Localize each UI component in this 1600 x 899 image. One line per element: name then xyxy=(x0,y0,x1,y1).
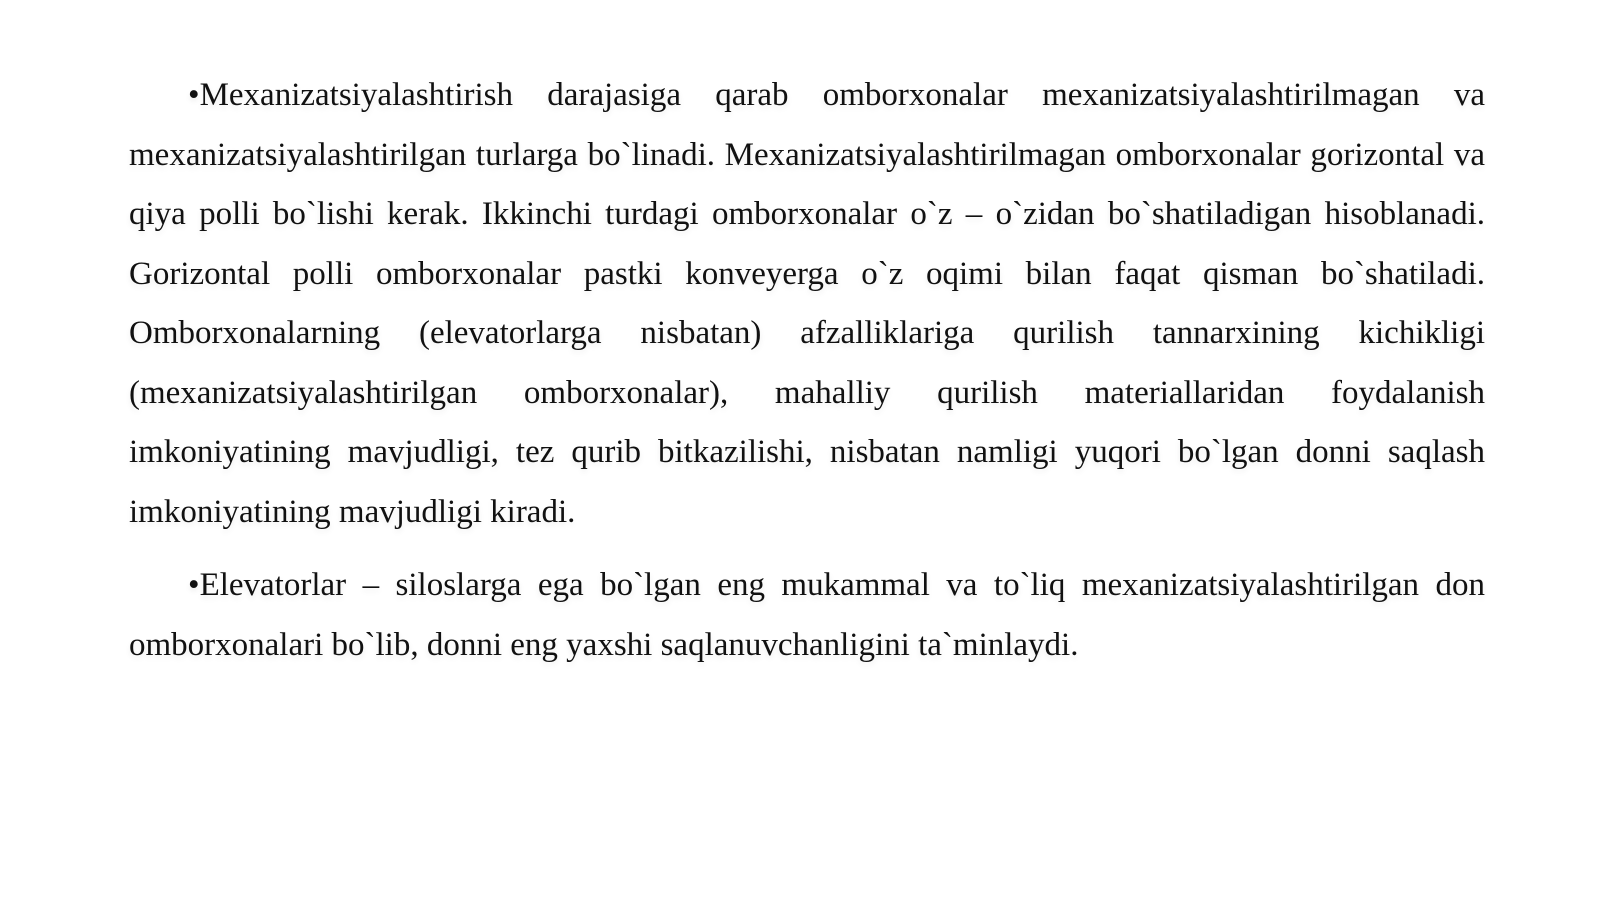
bullet-marker: • xyxy=(188,567,200,603)
paragraph-text: Elevatorlar – siloslarga ega bo`lgan eng mukammal va to`liq mexanizatsiyalashtirilgan don omborxonalari bo`lib, donni eng yaxshi saqlanuvchanligini ta`minlaydi. xyxy=(129,567,1485,663)
paragraph-mechanization xyxy=(129,66,1485,542)
paragraph-text: Mexanizatsiyalashtirish darajasiga qarab omborxonalar mexanizatsiyalashtirilmagan va mexanizatsiyalashtirilgan turlarga bo`linadi. Mexanizatsiyalashtirilmagan omborxonalar gorizontal va qiya polli bo`lishi kerak. Ikkinchi turdagi omborxonalar o`z – o`zidan bo`shatiladigan hisoblanadi. Gorizontal polli omborxonalar pastki konveyerga o`z oqimi bilan faqat qisman bo`shatiladi. Omborxonalarning (elevatorlarga nisbatan) afzalliklariga qurilish tannarxining kichikligi (mexanizatsiyalashtirilgan omborxonalar), mahalliy qurilish materiallaridan foydalanish imkoniyatining mavjudligi, tez qurib bitkazilishi, nisbatan namligi yuqori bo`lgan donni saqlash imkoniyatining mavjudligi kiradi. xyxy=(129,77,1485,530)
slide-body-text xyxy=(129,66,1485,689)
paragraph-elevators xyxy=(129,556,1485,675)
bullet-marker: • xyxy=(188,77,200,113)
